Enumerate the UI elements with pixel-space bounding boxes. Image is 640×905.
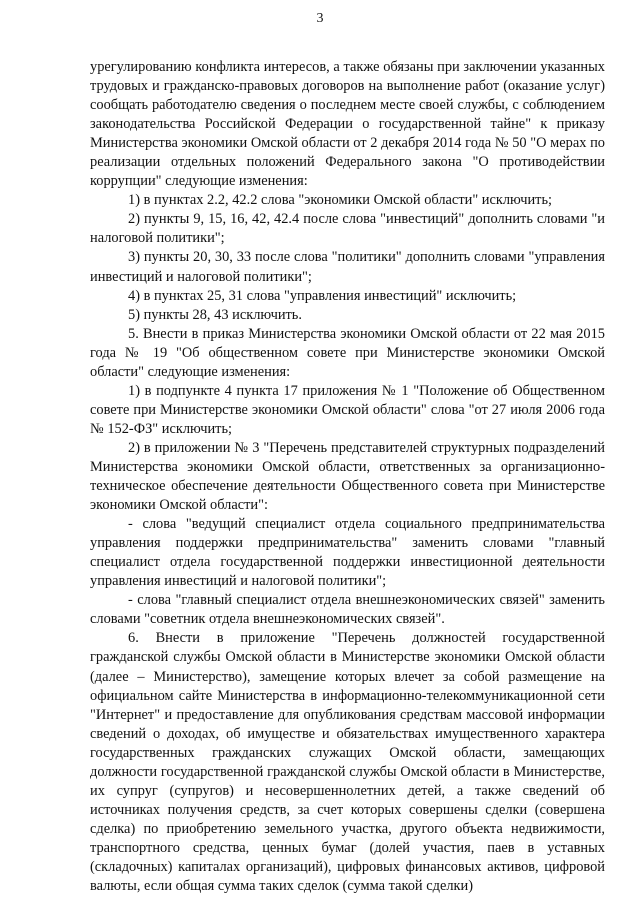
document-paragraph: 1) в подпункте 4 пункта 17 приложения № 1 "Положение об Общественном совете при Министерстве экономики Омской области" слова "от 27 июля 2006 года № 152-ФЗ" исключить; [90, 382, 605, 437]
document-paragraph: 6. Внести в приложение "Перечень должностей государственной гражданской службы Омской области в Министерстве экономики Омской области (далее – Министерство), замещение которых влечет за собой размещение на официальном сайте Министерства в информационно-телекоммуникационной сети "Интернет" и предоставление для опубликования средствам массовой информации сведений о доходах, об имуществе и обязательствах имущественного характера государственных гражданских служащих Омской области, замещающих должности государственной гражданской службы Омской области в Министерстве, их супруг (супругов) и несовершеннолетних детей, а также сведений об источниках получения средств, за счет которых совершены сделки (совершена сделка) по приобретению земельного участка, другого объекта недвижимости, транспортного средства, ценных бумаг (долей участия, паев в уставных (складочных) капиталах организаций), цифровых финансовых активов, цифровой валюты, если общая сумма таких сделок (сумма такой сделки) [90, 630, 605, 895]
document-body [90, 58, 605, 896]
document-paragraph: 2) пункты 9, 15, 16, 42, 42.4 после слова "инвестиций" дополнить словами "и налоговой политики"; [90, 211, 605, 247]
document-paragraph: 2) в приложении № 3 "Перечень представителей структурных подразделений Министерства экономики Омской области, ответственных за организационно-техническое обеспечение деятельности Общественного совета при Министерстве экономики Омской области": [90, 439, 605, 514]
page-number: 3 [316, 11, 324, 26]
document-paragraph: 5. Внести в приказ Министерства экономики Омской области от 22 мая 2015 года № 19 "Об общественном совете при Министерстве экономики Омской области" следующие изменения: [90, 325, 605, 380]
document-paragraph: - слова "ведущий специалист отдела социального предпринимательства управления поддержки предпринимательства" заменить словами "главный специалист отдела государственной поддержки инвестиционной деятельности управления инвестиций и налоговой политики"; [90, 516, 605, 590]
document-paragraph: - слова "главный специалист отдела внешнеэкономических связей" заменить словами "советник отдела внешнеэкономических связей". [90, 592, 605, 628]
document-paragraph: 3) пункты 20, 30, 33 после слова "политики" дополнить словами "управления инвестиций и налоговой политики"; [90, 249, 605, 285]
document-paragraph: 1) в пунктах 2.2, 42.2 слова "экономики Омской области" исключить; [128, 192, 553, 209]
document-paragraph: 5) пункты 28, 43 исключить. [128, 306, 302, 323]
document-paragraph: 4) в пунктах 25, 31 слова "управления инвестиций" исключить; [128, 287, 517, 304]
document-paragraph: урегулированию конфликта интересов, а также обязаны при заключении указанных трудовых и гражданско-правовых договоров на выполнение работ (оказание услуг) сообщать работодателю сведения о последнем месте своей службы, с соблюдением законодательства Российской Федерации о государственной тайне" к приказу Министерства экономики Омской области от 2 декабря 2014 года № 50 "О мерах по реализации отдельных положений Федерального закона "О противодействии коррупции" следующие изменения: [90, 59, 605, 190]
